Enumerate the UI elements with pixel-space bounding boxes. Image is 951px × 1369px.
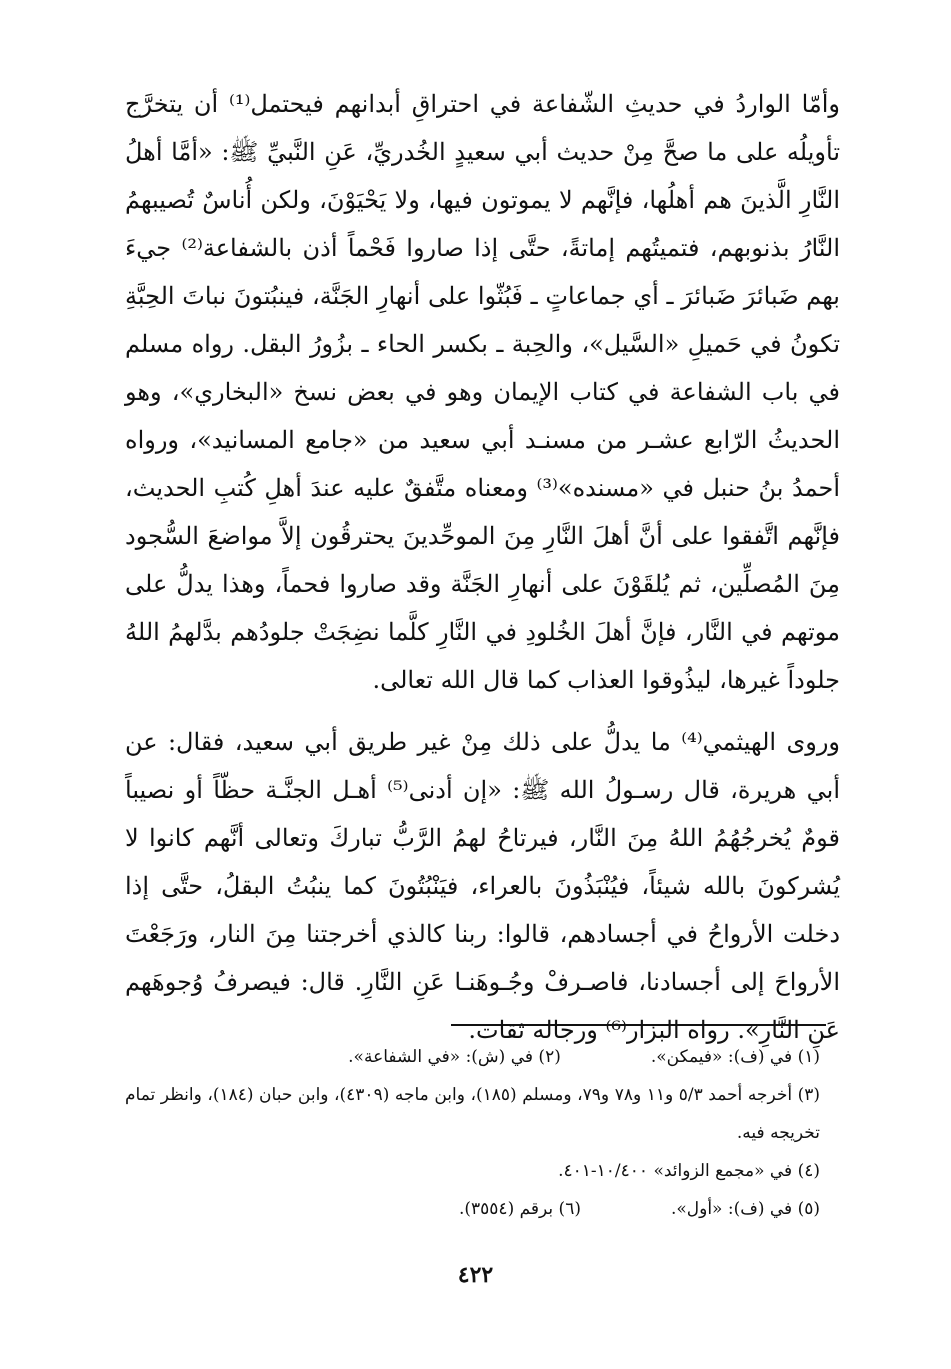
page-number: ٤٢٢	[457, 1262, 494, 1288]
footnotes	[125, 1038, 840, 1228]
footnote-3: (٣) أخرجه أحمد ٥/٣ و١١ و٧٨ و٧٩، ومسلم (١٨٥)، وابن ماجه (٤٣٠٩)، وابن حبان (١٨٤)، وانظر تمام تخريجه فيه.	[125, 1085, 821, 1143]
footnote-separator	[451, 1024, 826, 1026]
footnote-row-1	[125, 1038, 840, 1076]
footnote-6: (٦) برقم (٣٥٥٤).	[458, 1199, 581, 1219]
page-body	[125, 80, 840, 1054]
footnote-5: (٥) في (ف): «أول».	[670, 1199, 820, 1219]
footnote-4: (٤) في «مجمع الزوائد» ١٠/٤٠٠-٤٠١.	[558, 1161, 820, 1181]
footnote-2: (٢) في (ش): «في الشفاعة».	[348, 1047, 561, 1067]
body-paragraph-1: وأمّا الواردُ في حديثِ الشّفاعة في احتراقِ أبدانهم فيحتمل⁽¹⁾ أن يتخرَّج تأويلُه على ما صحَّ مِنْ حديث أبي سعيدٍ الخُدريِّ، عَنِ النَّبيِّ ﷺ: «أمَّا أهلُ النَّارِ الَّذينَ هم أهلُها، فإنَّهم لا يموتون فيها، ولا يَحْيَوْنَ، ولكن أُناسٌ تُصيبهمُ النَّارُ بذنوبهم، فتميتُهم إماتةً، حتَّى إذا صاروا فَحْماً أذن بالشفاعة⁽²⁾ جيءَ بهم ضَبائرَ ضَبائرَ ـ أي جماعاتٍ ـ فَبُثّوا على أنهارِ الجَنَّة، فينبُتونَ نباتَ الحِبَّةِ تكونُ في حَميلِ «السَّيل»، والحِبة ـ بكسر الحاء ـ بزُورُ البقل. رواه مسلم في باب الشفاعة في كتاب الإيمان وهو في بعض نسخ «البخاري»، وهو الحديثُ الرّابع عشـر من مسنـد أبي سعيد من «جامع المسانيد»، ورواه أحمدُ بنُ حنبل في «مسنده»⁽³⁾ ومعناه متَّفقٌ عليه عندَ أهلِ كُتبِ الحديث، فإنَّهم اتَّفقوا على أنَّ أهلَ النَّارِ مِنَ الموحِّدينَ يحترقُون إلاَّ مواضعَ السُّجود مِنَ المُصلِّين، ثم يُلقَوْنَ على أنهارِ الجَنَّة وقد صاروا فحماً، وهذا يدلُّ على موتهم في النَّار، فإنَّ أهلَ الخُلودِ في النَّارِ كلَّما نضِجَتْ جلودُهم بدَّلهمُ اللهُ جلوداً غيرها، ليذُوقوا العذاب كما قال الله تعالى.	[125, 90, 840, 694]
footnote-row-4	[125, 1152, 840, 1190]
footnote-row-5	[125, 1190, 840, 1228]
footnote-1: (١) في (ف): «فيمكن».	[650, 1047, 820, 1067]
body-paragraph-2: وروى الهيثمي⁽⁴⁾ ما يدلُّ على ذلك مِنْ غير طريق أبي سعيد، فقال: عن أبي هريرة، قال رسـولُ الله ﷺ: «إن أدنى⁽⁵⁾ أهـل الجنَّـة حظّاً أو نصيباً قومٌ يُخرجُهُمُ اللهُ مِنَ النَّار، فيرتاحُ لهمُ الرَّبُّ تباركَ وتعالى أنَّهم كانوا لا يُشركونَ بالله شيئاً، فيُنْبَذُونَ بالعراء، فيَنْبُتُونَ كما ينبُتُ البقلُ، حتَّى إذا دخلت الأرواحُ في أجسادهم، قالوا: ربنا كالذي أخرجتنا مِنَ النار، ورَجَعْتَ الأرواحَ إلى أجسادنا، فاصـرفْ وجُـوهَنـا عَنِ النَّارِ. قال: فيصرفُ وُجوهَهم عَنِ النَّارِ». رواه البزار⁽⁶⁾ ورجاله ثقات.	[125, 728, 841, 1044]
